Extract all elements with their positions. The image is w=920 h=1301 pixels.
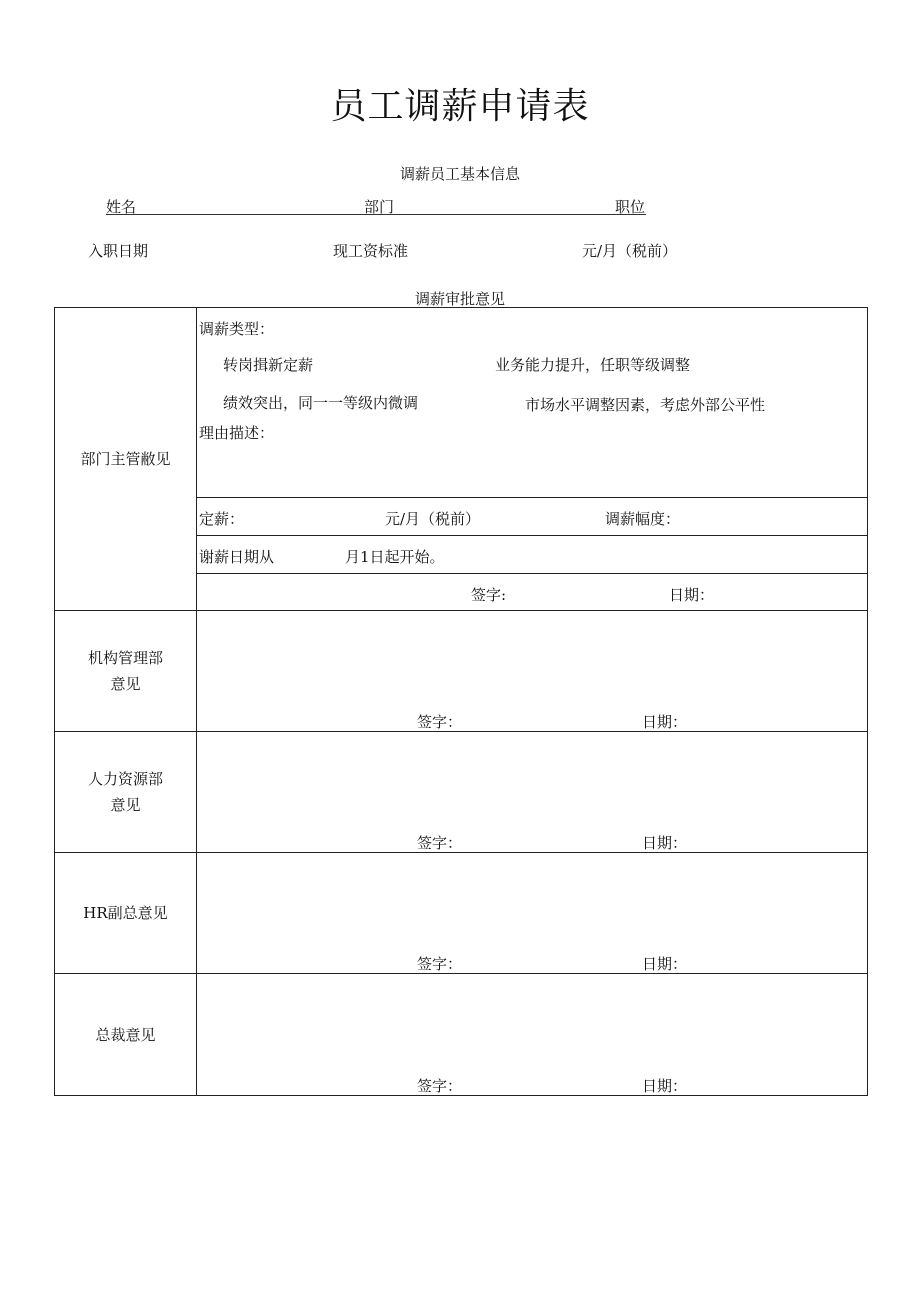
president-label-line1: 总裁意见 bbox=[95, 1025, 156, 1044]
effective-date-suffix: 月1日起开始。 bbox=[345, 548, 445, 566]
effective-date-cell bbox=[197, 536, 868, 574]
hr-dept-label-line1: 人力资源部 bbox=[87, 770, 163, 788]
approval-table bbox=[54, 307, 868, 1096]
approval-section-title: 调薪审批意见 bbox=[414, 290, 505, 308]
new-salary-unit: 元/月（税前） bbox=[385, 510, 481, 528]
current-salary-label: 现工资标准 bbox=[333, 242, 409, 260]
dept-manager-sign-label: 签字: bbox=[471, 586, 507, 604]
option-performance[interactable]: 绩效突出，同一一等级内微调 bbox=[223, 394, 419, 412]
org-mgmt-label-line2: 意见 bbox=[110, 675, 141, 693]
hr-dept-label-line2: 意见 bbox=[110, 796, 141, 814]
name-label: 姓名 bbox=[106, 198, 137, 216]
org-mgmt-opinion-cell[interactable] bbox=[197, 611, 868, 732]
org-mgmt-sign-label: 签字： bbox=[417, 713, 463, 731]
reason-label: 理由描述： bbox=[199, 424, 275, 442]
president-row-label bbox=[55, 974, 197, 1096]
president-date-label: 日期： bbox=[642, 1077, 688, 1095]
hr-vp-sign-label: 签字： bbox=[417, 955, 463, 973]
hr-vp-date-label: 日期： bbox=[642, 955, 688, 973]
salary-unit-label: 元/月（税前） bbox=[582, 242, 678, 260]
position-label: 职位 bbox=[615, 198, 646, 216]
hr-dept-row-label bbox=[55, 732, 197, 853]
hr-vp-label-line1: HR副总意见 bbox=[83, 904, 168, 922]
option-ability-upgrade[interactable]: 业务能力提升，任职等级调整 bbox=[495, 356, 691, 374]
president-opinion-cell[interactable] bbox=[197, 974, 868, 1096]
dept-label: 部门 bbox=[364, 198, 395, 216]
hr-vp-row-label bbox=[55, 853, 197, 974]
option-market-adjust[interactable]: 市场水平调整因素，考虑外部公平性 bbox=[525, 396, 766, 414]
form-title: 员工调薪申请表 bbox=[330, 86, 590, 127]
hire-date-label: 入职日期 bbox=[88, 242, 149, 260]
adjust-type-label: 调薪类型： bbox=[199, 320, 275, 338]
dept-manager-row-label bbox=[55, 308, 197, 611]
hr-vp-opinion-cell[interactable] bbox=[197, 853, 868, 974]
president-sign-label: 签字： bbox=[417, 1077, 463, 1095]
dept-manager-sign-cell bbox=[197, 574, 868, 611]
adjust-range-label: 调薪幅度： bbox=[605, 510, 681, 528]
new-salary-cell bbox=[197, 498, 868, 536]
hr-dept-sign-label: 签字： bbox=[417, 834, 463, 852]
dept-manager-date-label: 日期： bbox=[669, 586, 715, 604]
org-mgmt-label-line1: 机构管理部 bbox=[87, 649, 163, 667]
basic-info-section-title: 调薪员工基本信息 bbox=[399, 165, 520, 183]
effective-date-prefix: 谢薪日期从 bbox=[199, 548, 275, 566]
adjust-type-cell bbox=[197, 308, 868, 498]
new-salary-label: 定薪： bbox=[199, 510, 245, 528]
dept-manager-label-text: 部门主管敝见 bbox=[80, 450, 171, 468]
hr-dept-opinion-cell[interactable] bbox=[197, 732, 868, 853]
org-mgmt-row-label bbox=[55, 611, 197, 732]
hr-dept-date-label: 日期： bbox=[642, 834, 688, 852]
org-mgmt-date-label: 日期： bbox=[642, 713, 688, 731]
option-transfer[interactable]: 转岗揖新定薪 bbox=[223, 356, 314, 374]
